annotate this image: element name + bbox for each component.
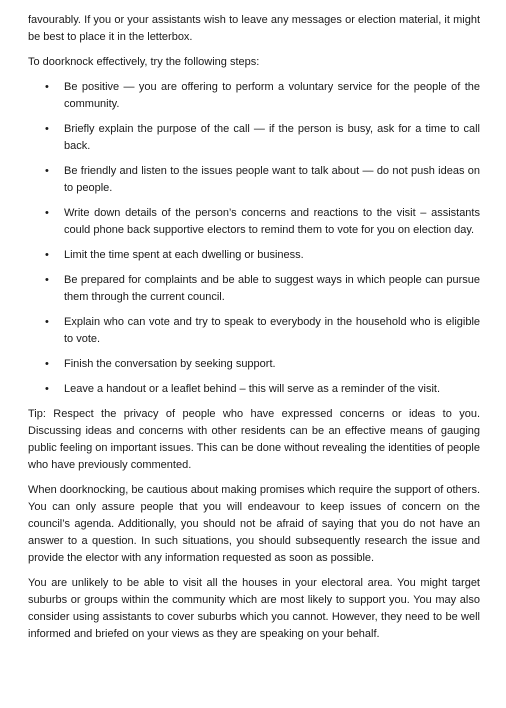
step-text: Leave a handout or a leaflet behind – this will serve as a reminder of the visit. [64, 383, 441, 395]
step-text: Finish the conversation by seeking support. [64, 358, 276, 370]
step-text: Be positive — you are offering to perform a voluntary service for the people of the community. [64, 81, 480, 110]
promises-paragraph: When doorknocking, be cautious about making promises which require the support of others. You can only assure people that you will endeavour to keep issues of concern on the council’s agenda. Additionally, you should not be afraid of saying that you do not have an answer to a question. In such situations, you should subsequently research the issue and provide the elector with any information requested as soon as possible. [28, 484, 480, 564]
bullet-icon: • [45, 358, 49, 370]
step-text: Be prepared for complaints and be able to suggest ways in which people can pursue them through the current council. [64, 274, 480, 303]
list-item [28, 163, 480, 197]
bullet-icon: • [45, 316, 49, 328]
step-text: Briefly explain the purpose of the call — if the person is busy, ask for a time to call back. [64, 123, 480, 152]
bullet-icon: • [45, 81, 49, 93]
list-item [28, 121, 480, 155]
step-text: Be friendly and listen to the issues people want to talk about — do not push ideas on to people. [64, 165, 480, 194]
bullet-icon: • [45, 207, 49, 219]
list-item [28, 205, 480, 239]
steps-heading: To doorknock effectively, try the following steps: [28, 56, 260, 68]
bullet-icon: • [45, 383, 49, 395]
document-page [28, 12, 480, 651]
list-item [28, 314, 480, 348]
list-item [28, 247, 480, 264]
step-text: Explain who can vote and try to speak to everybody in the household who is eligible to vote. [64, 316, 480, 345]
bullet-icon: • [45, 249, 49, 261]
list-item [28, 272, 480, 306]
tip-paragraph: Tip: Respect the privacy of people who have expressed concerns or ideas to you. Discussing ideas and concerns with other residents can be an effective means of gauging public feeling on important issues. This can be done without revealing the identities of people who have previously commented. [28, 408, 480, 471]
bullet-icon: • [45, 165, 49, 177]
step-text: Limit the time spent at each dwelling or business. [64, 249, 304, 261]
list-item [28, 79, 480, 113]
step-text: Write down details of the person’s concerns and reactions to the visit – assistants could phone back supportive electors to remind them to vote for you on election day. [64, 207, 480, 236]
steps-list [28, 79, 480, 398]
coverage-paragraph: You are unlikely to be able to visit all the houses in your electoral area. You might target suburbs or groups within the community which are most likely to support you. You may also consider using assistants to cover suburbs which you cannot. However, they need to be well informed and briefed on your views as they are speaking on your behalf. [28, 577, 480, 640]
list-item [28, 356, 480, 373]
bullet-icon: • [45, 123, 49, 135]
list-item [28, 381, 480, 398]
bullet-icon: • [45, 274, 49, 286]
intro-paragraph: favourably. If you or your assistants wish to leave any messages or election material, it might be best to place it in the letterbox. [28, 14, 480, 43]
